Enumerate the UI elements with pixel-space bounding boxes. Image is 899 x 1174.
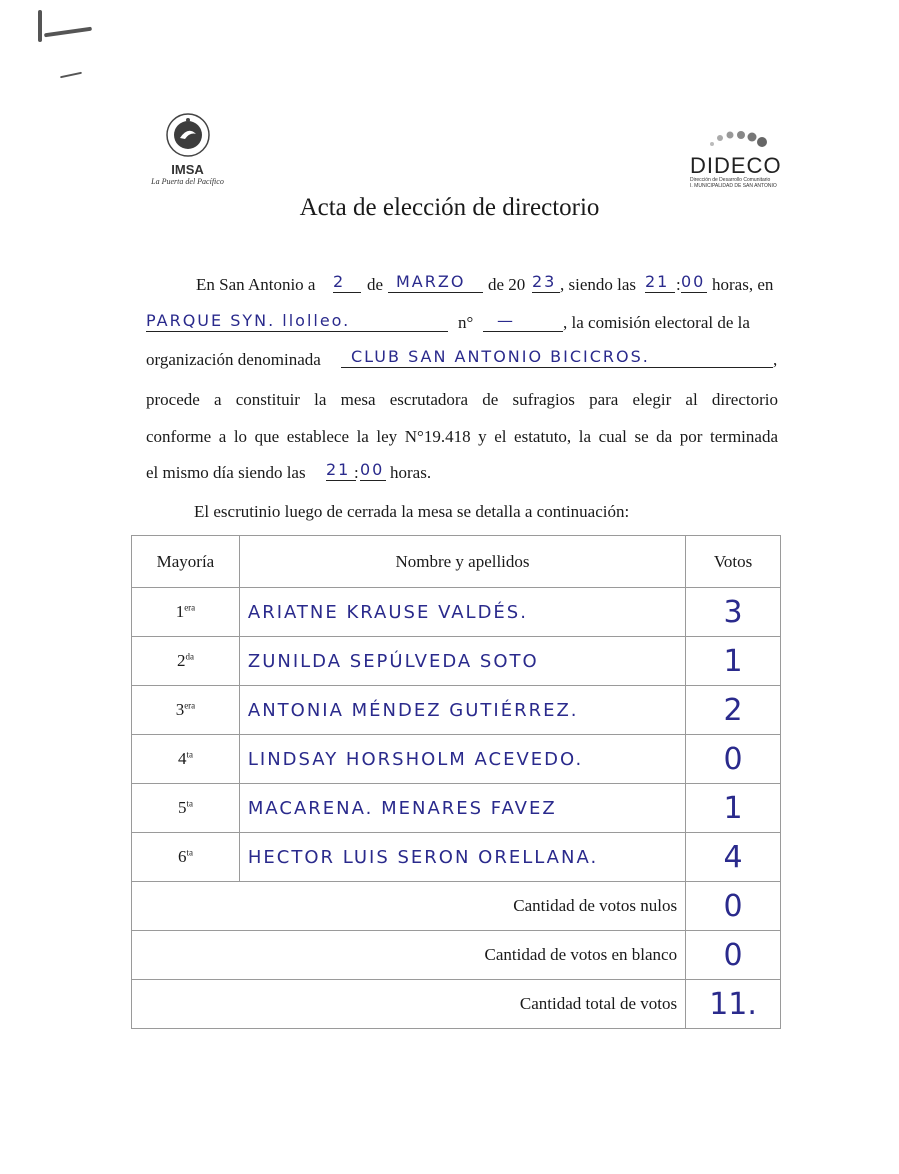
municipal-seal-icon <box>165 112 211 158</box>
dideco-logo <box>690 128 800 189</box>
text-en-san-antonio: En San Antonio a <box>196 275 316 294</box>
rank-suffix: ta <box>186 847 193 858</box>
candidate-votes: 0 <box>723 741 743 777</box>
total-votes-label: Cantidad total de votos <box>132 980 686 1029</box>
rank-number: 2 <box>176 651 186 670</box>
rank-suffix: ta <box>186 749 193 760</box>
rank-number: 5 <box>177 798 187 817</box>
blank-votes-row <box>132 931 781 980</box>
candidate-name: ARIATNE KRAUSE VALDÉS. <box>247 601 528 623</box>
year-value: 23 <box>532 272 557 291</box>
null-votes-row <box>132 882 781 931</box>
text-organizacion: organización denominada <box>146 350 321 369</box>
rank-number: 1 <box>175 602 185 621</box>
candidate-name: MACARENA. MENARES FAVEZ <box>247 797 557 819</box>
text-de-20: de 20 <box>488 275 526 294</box>
blank-votes-cell <box>686 931 781 980</box>
table-header-row <box>132 536 781 588</box>
table-row <box>132 686 781 735</box>
header-rank: Mayoría <box>132 536 240 588</box>
text-mismo-dia: el mismo día siendo las <box>146 463 306 482</box>
rank-cell <box>132 735 240 784</box>
table-row <box>132 833 781 882</box>
text-number-sign: n° <box>458 313 474 332</box>
blank-votes-label: Cantidad de votos en blanco <box>132 931 686 980</box>
blank-votes-value: 0 <box>723 937 743 973</box>
start-hour-value: 21 <box>645 272 670 291</box>
text-colon: : <box>676 275 681 294</box>
votes-cell <box>686 833 781 882</box>
organization-value: CLUB SAN ANTONIO BICICROS. <box>351 347 650 366</box>
end-hour-value: 21 <box>326 460 351 479</box>
text-siendo-las: , siendo las <box>560 275 637 294</box>
organization-field <box>341 344 773 368</box>
candidate-votes: 4 <box>723 839 743 875</box>
candidate-votes: 1 <box>723 790 743 826</box>
null-votes-cell <box>686 882 781 931</box>
dideco-subtitle-2: I. MUNICIPALIDAD DE SAN ANTONIO <box>690 183 777 189</box>
rank-number: 4 <box>177 749 187 768</box>
rank-cell <box>132 833 240 882</box>
dideco-dots-icon <box>690 128 770 150</box>
votes-cell <box>686 686 781 735</box>
votes-cell <box>686 588 781 637</box>
total-votes-row <box>132 980 781 1029</box>
rank-cell <box>132 686 240 735</box>
rank-cell <box>132 637 240 686</box>
scan-mark <box>44 27 92 38</box>
header-votes: Votos <box>686 536 781 588</box>
candidate-votes: 3 <box>723 594 743 630</box>
end-minute-value: 00 <box>360 460 385 479</box>
text-horas: horas. <box>390 463 432 482</box>
candidate-name-cell <box>239 784 685 833</box>
rank-cell <box>132 784 240 833</box>
text-colon: : <box>354 463 359 482</box>
day-value: 2 <box>333 272 346 291</box>
rank-suffix: ta <box>186 798 193 809</box>
rank-number: 3 <box>175 700 185 719</box>
candidate-name-cell <box>239 833 685 882</box>
place-field <box>146 310 448 332</box>
text-de: de <box>367 275 384 294</box>
votes-cell <box>686 637 781 686</box>
rank-suffix: era <box>184 602 196 613</box>
table-row <box>132 588 781 637</box>
start-minute-value: 00 <box>681 272 706 291</box>
votes-table <box>131 535 781 1029</box>
candidate-votes: 1 <box>723 643 743 679</box>
candidate-name-cell <box>239 637 685 686</box>
candidate-name-cell <box>239 735 685 784</box>
start-minute-field <box>681 273 707 293</box>
candidate-name-cell <box>239 588 685 637</box>
body-line-5: conforme a lo que establece la ley N°19.418 y el estatuto, la cual se da por terminada <box>146 427 778 446</box>
total-votes-value: 11. <box>709 986 757 1022</box>
dideco-subtitle-1: Dirección de Desarrollo Comunitario <box>690 177 771 183</box>
null-votes-label: Cantidad de votos nulos <box>132 882 686 931</box>
text-comision: , la comisión electoral de la <box>563 313 750 332</box>
candidate-name: ZUNILDA SEPÚLVEDA SOTO <box>247 650 539 672</box>
table-row <box>132 735 781 784</box>
place-value: PARQUE SYN. llolleo. <box>146 311 351 330</box>
scan-mark <box>60 72 82 79</box>
number-field <box>483 310 563 332</box>
dideco-logo-name: DIDECO <box>690 153 782 178</box>
candidate-name-cell <box>239 686 685 735</box>
rank-suffix: da <box>185 651 194 662</box>
candidate-name: ANTONIA MÉNDEZ GUTIÉRREZ. <box>247 699 579 721</box>
total-votes-cell <box>686 980 781 1029</box>
header-name: Nombre y apellidos <box>239 536 685 588</box>
rank-number: 6 <box>177 847 187 866</box>
scrutiny-intro: El escrutinio luego de cerrada la mesa se detalla a continuación: <box>194 502 630 521</box>
candidate-votes: 2 <box>723 692 743 728</box>
table-row <box>132 784 781 833</box>
null-votes-value: 0 <box>723 888 743 924</box>
month-value: MARZO <box>396 272 466 291</box>
imsa-logo-name: IMSA <box>171 162 204 177</box>
votes-cell <box>686 784 781 833</box>
start-hour-field <box>645 273 675 293</box>
text-horas-en: horas, en <box>712 275 774 294</box>
imsa-logo-tagline: La Puerta del Pacífico <box>151 177 224 186</box>
candidate-name: LINDSAY HORSHOLM ACEVEDO. <box>247 748 584 770</box>
number-value: — <box>497 311 515 330</box>
table-row <box>132 637 781 686</box>
scan-mark <box>38 10 42 42</box>
rank-cell <box>132 588 240 637</box>
body-line-4: procede a constituir la mesa escrutadora de sufragios para elegir al directorio <box>146 390 778 409</box>
imsa-logo <box>145 112 230 186</box>
end-hour-field <box>326 461 356 481</box>
votes-cell <box>686 735 781 784</box>
end-minute-field <box>360 461 386 481</box>
candidate-name: HECTOR LUIS SERON ORELLANA. <box>247 846 599 868</box>
month-field <box>388 273 483 293</box>
year-field <box>532 273 560 293</box>
text-comma: , <box>773 350 778 369</box>
day-field <box>333 273 361 293</box>
rank-suffix: era <box>184 700 196 711</box>
document-title: Acta de elección de directorio <box>299 194 600 221</box>
